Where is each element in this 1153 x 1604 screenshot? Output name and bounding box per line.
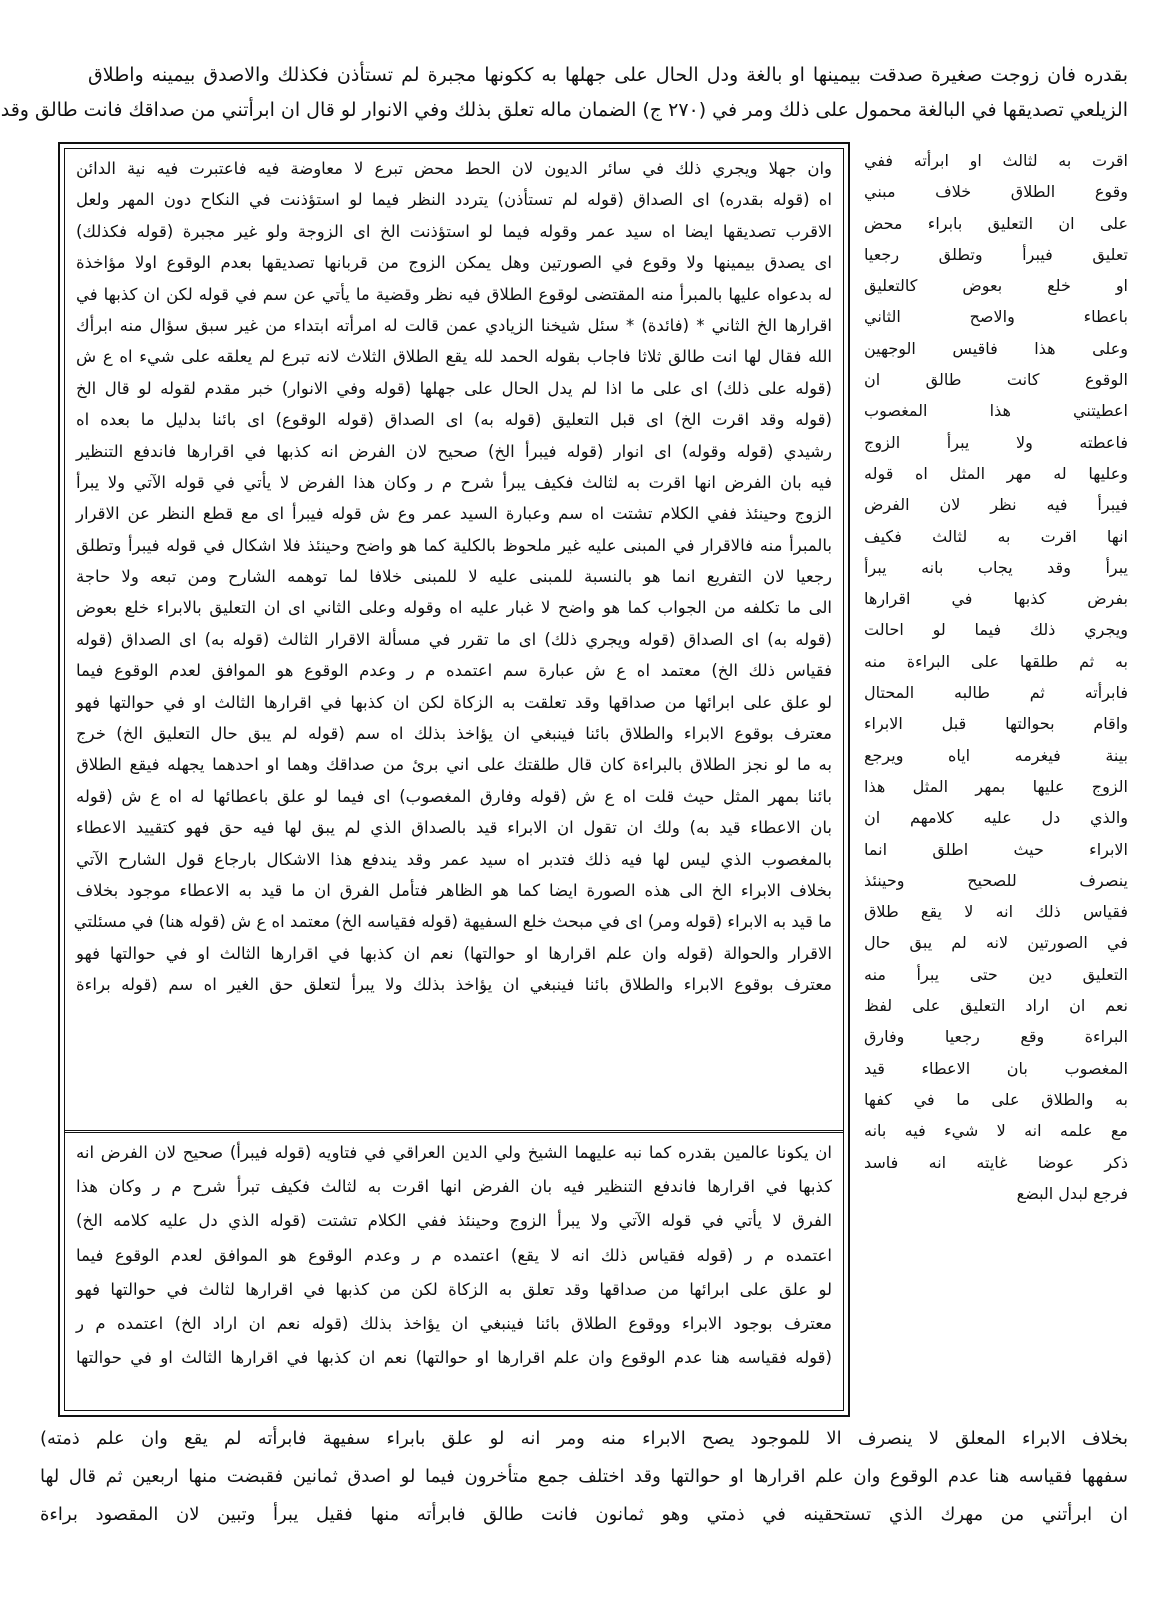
text-line: معترف بوقوع الابراء والطلاق بائنا فينبغي ان يؤاخذ بذلك ولا يبرأ لتعلق حق الغير اه سم (قوله براءة	[76, 975, 832, 995]
text-line: بقدره فان زوجت صغيرة صدقت بيمينها او بالغة ودل الحال على جهلها به ككونها مجبرة لم تستأذن فكذلك والاصدق بيمينه واطلاق	[88, 64, 1128, 86]
text-line: فاعطته ولا يبرأ الزوج	[864, 432, 1128, 452]
text-line: بان الاعطاء قيد به) ولك ان تقول ان الابراء قيد بالصداق الذي لم يبق لها فيه حق فهو كتقييد الاعطاء	[76, 818, 832, 838]
text-line: البراءة وقع رجعيا وفارق	[864, 1027, 1128, 1047]
text-line: مع علمه انه لا شيء فيه بانه	[864, 1121, 1128, 1141]
bottom-main-text	[40, 1420, 1128, 1534]
text-line: وعلى هذا فاقيس الوجهين	[864, 338, 1128, 358]
text-line: تعليق فيبرأ وتطلق رجعيا	[864, 244, 1128, 264]
text-line: المغصوب بان الاعطاء قيد	[864, 1058, 1128, 1078]
text-line: فيبرأ فيه نظر لان الفرض	[864, 495, 1128, 515]
text-line: او خلع بعوض كالتعليق	[864, 276, 1128, 296]
text-line: وقوع الطلاق خلاف مبني	[864, 182, 1128, 202]
text-line: الزوج عليها بمهر المثل هذا	[864, 776, 1128, 796]
text-line: اعتمده م ر (قوله فقياس ذلك انه لا يقع) اعتمده م ر وعدم الوقوع هو الموافق لعدم الوقوع فيما	[76, 1245, 832, 1265]
top-main-text	[0, 58, 1128, 128]
text-line: الله فقال لها انت طالق ثلاثا فاجاب بقوله الحمد لله يقع الطلاق الثلاث لانه تبرع لم يعلقه على شيء اه ع ش	[76, 347, 832, 367]
text-line: واقام بحوالتها قبل الابراء	[864, 714, 1128, 734]
text-line: به والطلاق على ما في كفها	[864, 1089, 1128, 1109]
text-line: يبرأ وقد يجاب بانه يبرأ	[864, 557, 1128, 577]
text-line: له بدعواه عليها بالمبرأ منه المقتضى لوقوع الطلاق فيه نظر وقضية ما يأتي عن سم في قوله لكن ان كذبها في	[76, 284, 832, 304]
text-line: بخلاف الابراء الخ الى هذه الصورة ايضا كما هو الظاهر فتأمل الفرق ان ما قيد به الاعطاء موجود بخلاف	[76, 880, 832, 900]
text-line: اى يصدق بيمينها ولا وقوع في الصورتين وهل يمكن الزوج من قربانها تصديقها بعدم الوقوع اولا مؤاخذة	[76, 253, 832, 273]
text-line: لو علق على ابرائها من صداقها وقد تعلق به الزكاة لكن من كذبها في اقرارها لثالث في حوالتها فهو	[76, 1279, 832, 1299]
text-line: اعطيتني هذا المغصوب	[864, 401, 1128, 421]
text-line: بخلاف الابراء المعلق لا ينصرف الا للموجود يصح الابراء منه ومر انه لو علق بابراء سفيهة فابرأته لم يقع وان علم ذمته)	[40, 1428, 1128, 1449]
text-line: فرجع لبدل البضع	[1016, 1183, 1128, 1203]
text-line: اقرت به لثالث او ابرأته ففي	[864, 151, 1128, 170]
text-line: كذبها في اقرارها فاندفع التنظير فيه بان الفرض انها اقرت به لثالث فكيف تبرأ شرح م ر وكان هذا	[76, 1177, 832, 1197]
text-line: لو علق على ابرائها من صداقها وقد تعلقت به الزكاة لكن ان كذبها في اقرارها الثالث او في حوالتها فهو	[76, 692, 832, 712]
text-line: ينصرف للصحيح وحينئذ	[864, 870, 1128, 890]
commentary-lower-text	[76, 1136, 832, 1375]
margin-main-text	[864, 145, 1128, 1209]
text-line: بفرض كذبها في اقرارها	[864, 589, 1128, 609]
text-line: (قوله به) اى الصداق (قوله ويجري ذلك) اى ما تقرر في مسألة الاقرار الثالث (قوله به) اى الصداق (قوله	[76, 629, 832, 649]
text-line: فقياس ذلك انه لا يقع طلاق	[864, 902, 1128, 922]
text-line: معترف بوجود الابراء ووقوع الطلاق بائنا فينبغي ان يؤاخذ بذلك (قوله نعم ان اراد الخ) اعتمده م ر	[76, 1313, 832, 1333]
text-line: بائنا بمهر المثل حيث قلت اه ع ش (قوله وفارق المغصوب) اى فيما لو علق باعطائها له اه ع ش (قوله	[76, 786, 832, 806]
text-line: في الصورتين لانه لم يبق حال	[864, 933, 1128, 953]
text-line: باعطاء والاصح الثاني	[864, 307, 1128, 327]
text-line: (قوله وقد اقرت الخ) اى قبل التعليق (قوله به) اى الصداق (قوله الوقوع) اى بائنا بدليل ما بعده اه	[76, 410, 832, 430]
text-line: (قوله فقياسه هنا عدم الوقوع وان علم اقرارها او حوالتها) نعم ان كذبها في اقرارها الثالث او في حوالتها	[76, 1348, 832, 1368]
text-line: اه (قوله بقدره) اى الصداق (قوله لم تستأذن) يتردد النظر فيما لو استؤذنت في النكاح دون المهر ولعل	[76, 190, 832, 210]
text-line: رجعيا لان التفريع انما هو بالنسبة للمبنى عليه لا للمبنى خلافا لما توهمه الشارح ومن تبعه ولا حاجة	[76, 567, 832, 587]
text-line: انها اقرت به لثالث فكيف	[864, 526, 1128, 546]
text-line: به ثم طلقها على البراءة منه	[864, 651, 1128, 671]
text-line: الى ما تكلفه من الجواب كما هو واضح لا غبار عليه اه وقوله وعلى الثاني اى ان التعليق بالابراء خلع بعوض	[76, 598, 832, 618]
text-line: بالمبرأ منه فالاقرار في المبنى عليه غير ملحوظ بالكلية كما هو واضح وحينئذ فلا اشكال في قوله فيبرأ وتطلق	[76, 535, 832, 555]
text-line: (قوله على ذلك) اى على ما اذا لم يدل الحال على جهلها (قوله وفي الانوار) خبر مقدم لقوله لو قال الخ	[76, 378, 832, 398]
text-line: اقرارها الخ الثاني * (فائدة) * سئل شيخنا الزيادي عمن قالت له امرأته ابتداء من غير سبق سؤال منه ابرأك	[76, 315, 832, 335]
text-line: الاقرب تصديقها ايضا اه سيد عمر وقوله فيما لو استؤذنت الخ اى الزوجة ولو غير مجبرة (قوله فكذلك)	[76, 221, 832, 241]
text-line: رشيدي (قوله وقوله) اى انوار (قوله فيبرأ الخ) صحيح لان الفرض انه كذبها في اقرارها فاندفع التنظير	[76, 441, 832, 461]
text-line: الوقوع كانت طالق ان	[864, 370, 1128, 390]
text-line: وان جهلا ويجري ذلك في سائر الديون لان الحط محض تبرع لا معاوضة فيه فاعتبرت فيه نية الدائن	[76, 159, 832, 178]
text-line: فابرأته ثم طالبه المحتال	[864, 683, 1128, 703]
text-line: على ان التعليق بابراء محض	[864, 213, 1128, 233]
commentary-main-text	[73, 153, 832, 1001]
text-line: الزيلعي تصديقها في البالغة محمول على ذلك ومر في (٢٧٠ ج) الضمان ماله تعلق بذلك وفي الانوار لو قال ان ابرأتني من صداقك فانت طالق وقد	[0, 99, 1128, 121]
text-line: سفهها فقياسه هنا عدم الوقوع وان علم اقرارها او حوالتها وقد اختلف جمع متأخرون فيما لو اصدق ثمانين فقبضت منها اربعين ثم قال لها	[40, 1466, 1128, 1487]
text-line: التعليق دين حتى يبرأ منه	[864, 964, 1128, 984]
text-line: والذي دل عليه كلامهم ان	[864, 808, 1128, 828]
text-line: وعليها له مهر المثل اه قوله	[864, 463, 1128, 483]
commentary-divider	[64, 1130, 844, 1133]
text-line: بالمغصوب الذي ليس لها فيه ذلك فتدبر اه سيد عمر وقد يندفع هذا الاشكال بارجاع قول الشارح الآتي	[76, 849, 832, 869]
text-line: الاقرار والحوالة (قوله وان علم اقرارها او حوالتها) نعم ان كذبها في اقرارها الثالث او في حوالتها فهو	[76, 943, 832, 963]
text-line: به ما لو نجز الطلاق بالبراءة كان قال طلقتك على اني برئ من صداقك وهما او احدهما يجهله فيقع الطلاق	[76, 755, 832, 775]
text-line: ان يكونا عالمين بقدره كما نبه عليهما الشيخ ولي الدين العراقي في فتاويه (قوله فيبرأ) صحيح لان الفرض انه	[76, 1143, 832, 1162]
text-line: بينة فيغرمه اياه ويرجع	[864, 745, 1128, 765]
text-line: الزوج وحينئذ ففي الكلام تشتت اه سم وعبارة السيد عمر وع ش قوله فيبرأ اى مع قطع النظر عن الاقرار	[76, 504, 832, 524]
text-line: الفرق لا يأتي في قوله الآتي ولا يبرأ الزوج وحينئذ ففي الكلام تشتت (قوله الذي دل عليه كلامه الخ)	[76, 1211, 832, 1231]
text-line: معترف بوقوع الابراء والطلاق بائنا فينبغي ان يؤاخذ بذلك اه سم (قوله لم يبق حال التعليق الخ) خرج	[76, 724, 832, 744]
text-line: الابراء حيث اطلق انما	[864, 839, 1128, 859]
text-line: فيه بان الفرض انها اقرت به لثالث فكيف يبرأ شرح م ر وكان هذا الفرض لا يأتي في قوله الآتي ولا يبرأ	[76, 472, 832, 492]
text-line: ان ابرأتني من مهرك الذي تستحقينه في ذمتي وهو ثمانون فانت طالق فابرأته منها فقيل يبرأ وتبين لان المقصود براءة	[40, 1504, 1128, 1525]
text-line: ذكر عوضا غايته انه فاسد	[864, 1152, 1128, 1172]
text-line: نعم ان اراد التعليق على لفظ	[864, 996, 1128, 1016]
text-line: ما قيد به الابراء (قوله ومر) اى في مبحث خلع السفيهة (قوله فقياسه الخ) معتمد اه ع ش (قوله هنا) في مسئلتي	[73, 912, 832, 932]
text-line: ويجري ذلك فيما لو احالت	[864, 620, 1128, 640]
text-line: فقياس ذلك الخ) معتمد اه ع ش عبارة سم اعتمده م ر وعدم الوقوع هو الموافق لعدم الوقوع فيما	[76, 661, 832, 681]
